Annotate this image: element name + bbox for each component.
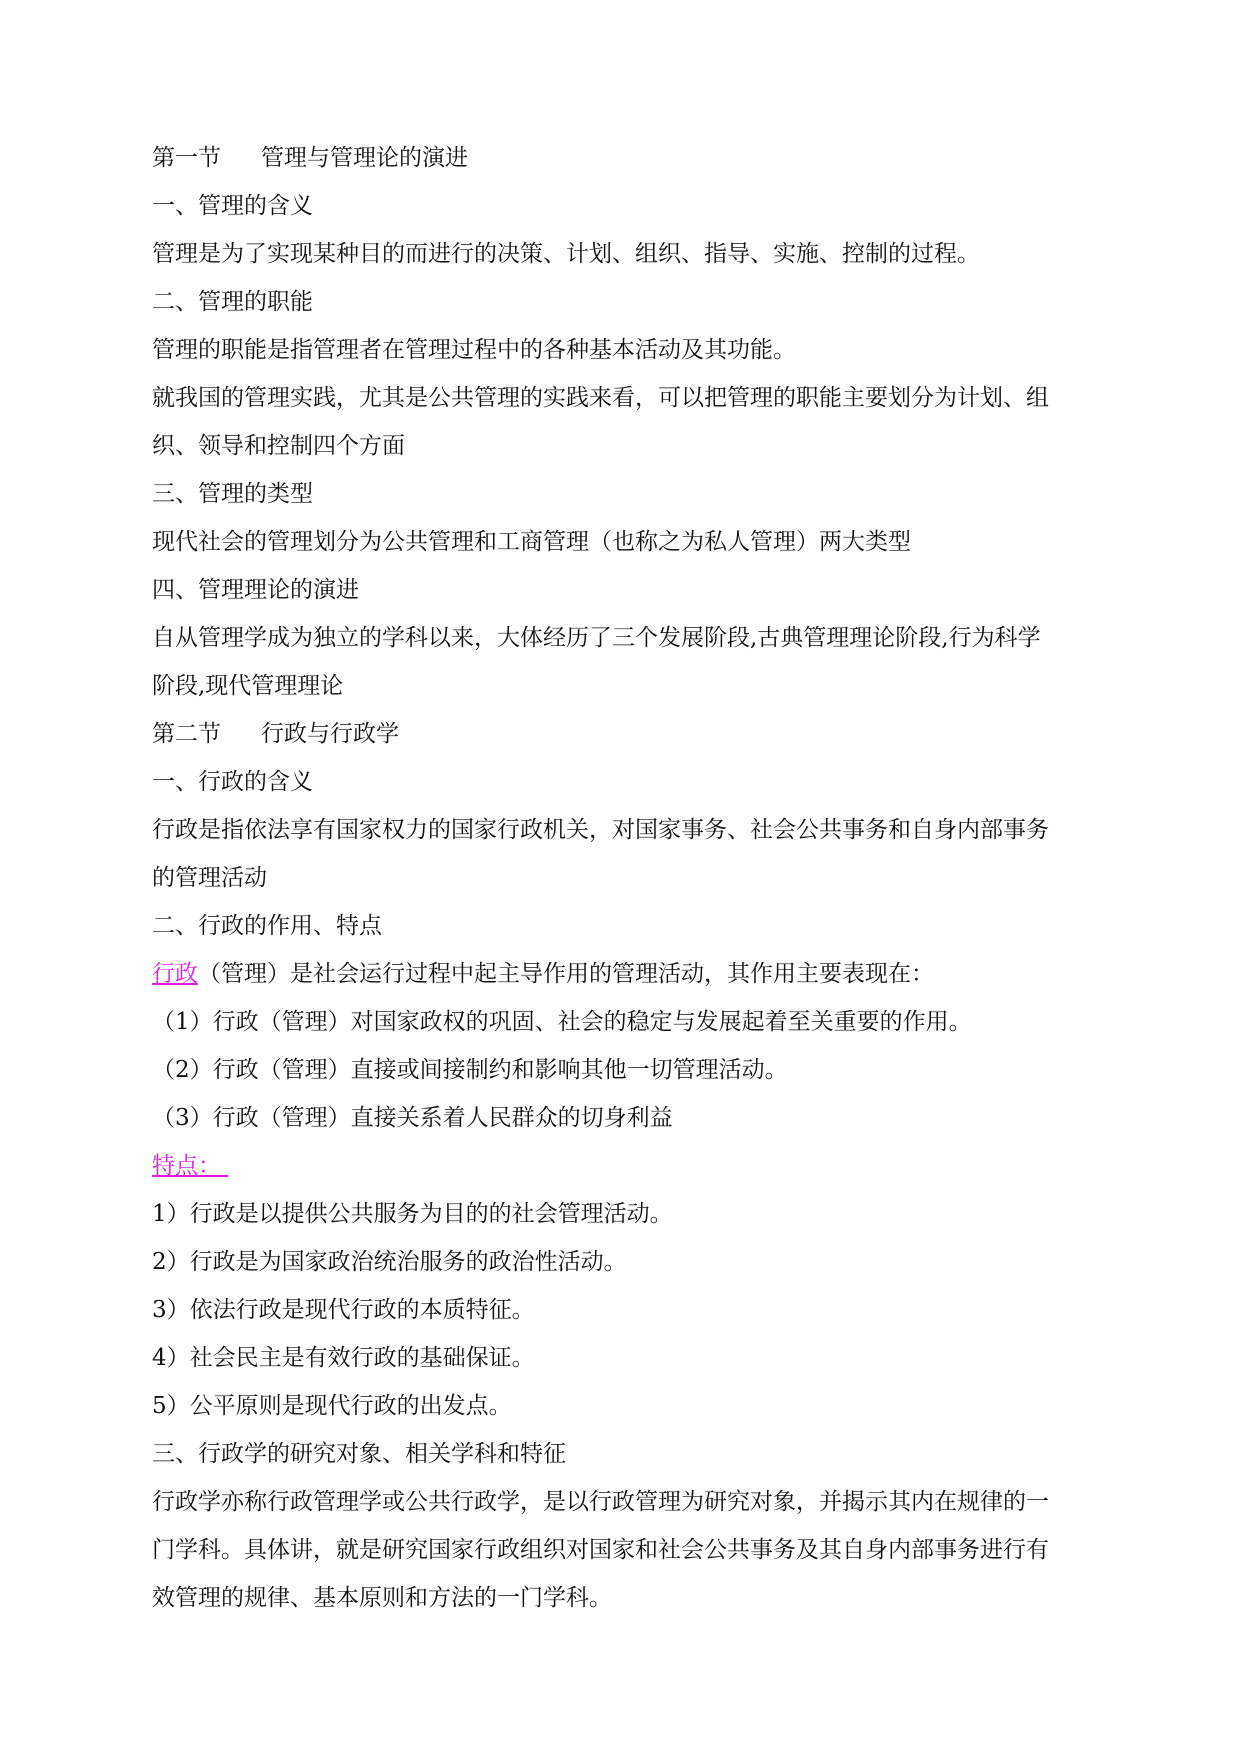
role-item-2: （2）行政（管理）直接或间接制约和影响其他一切管理活动。 bbox=[152, 1057, 788, 1083]
features-link[interactable]: 特点： bbox=[152, 1153, 221, 1179]
paragraph-1-2: 管理的职能是指管理者在管理过程中的各种基本活动及其功能。 bbox=[152, 337, 796, 363]
section-2-title: 第二节 行政与行政学 bbox=[152, 721, 399, 747]
heading-1-3: 三、管理的类型 bbox=[152, 481, 313, 507]
paragraph-2-6-line-3: 效管理的规律、基本原则和方法的一门学科。 bbox=[152, 1585, 612, 1611]
paragraph-1-4: 现代社会的管理划分为公共管理和工商管理（也称之为私人管理）两大类型 bbox=[152, 529, 911, 555]
heading-2-2: 二、行政的作用、特点 bbox=[152, 913, 382, 939]
paragraph-2-2: 行政（管理）是社会运行过程中起主导作用的管理活动，其作用主要表现在： bbox=[152, 961, 934, 987]
paragraph-2-6-line-2: 门学科。具体讲，就是研究国家行政组织对国家和社会公共事务及其自身内部事务进行有 bbox=[152, 1537, 1049, 1563]
paragraph-1-1: 管理是为了实现某种目的而进行的决策、计划、组织、指导、实施、控制的过程。 bbox=[152, 241, 980, 267]
feature-item-1: 1）行政是以提供公共服务为目的的社会管理活动。 bbox=[152, 1201, 673, 1227]
feature-item-3: 3）依法行政是现代行政的本质特征。 bbox=[152, 1297, 535, 1323]
feature-item-4: 4）社会民主是有效行政的基础保证。 bbox=[152, 1345, 535, 1371]
feature-item-5: 5）公平原则是现代行政的出发点。 bbox=[152, 1393, 512, 1419]
paragraph-2-6-line-1: 行政学亦称行政管理学或公共行政学，是以行政管理为研究对象，并揭示其内在规律的一 bbox=[152, 1489, 1049, 1515]
document-body bbox=[152, 134, 1132, 1622]
paragraph-1-5-line-1: 自从管理学成为独立的学科以来，大体经历了三个发展阶段,古典管理理论阶段,行为科学 bbox=[152, 625, 1041, 651]
role-item-3: （3）行政（管理）直接关系着人民群众的切身利益 bbox=[152, 1105, 673, 1131]
paragraph-2-1-line-1: 行政是指依法享有国家权力的国家行政机关，对国家事务、社会公共事务和自身内部事务 bbox=[152, 817, 1049, 843]
paragraph-1-5-line-2: 阶段,现代管理理论 bbox=[152, 673, 344, 699]
heading-2-3: 三、行政学的研究对象、相关学科和特征 bbox=[152, 1441, 566, 1467]
heading-1-4: 四、管理理论的演进 bbox=[152, 577, 359, 603]
xingzheng-link[interactable]: 行政 bbox=[152, 961, 198, 987]
role-item-1: （1）行政（管理）对国家政权的巩固、社会的稳定与发展起着至关重要的作用。 bbox=[152, 1009, 972, 1035]
heading-1-1: 一、管理的含义 bbox=[152, 193, 313, 219]
paragraph-1-3-line-2: 织、领导和控制四个方面 bbox=[152, 433, 405, 459]
section-1-title: 第一节 管理与管理论的演进 bbox=[152, 145, 468, 171]
heading-2-1: 一、行政的含义 bbox=[152, 769, 313, 795]
heading-1-2: 二、管理的职能 bbox=[152, 289, 313, 315]
paragraph-1-3-line-1: 就我国的管理实践，尤其是公共管理的实践来看，可以把管理的职能主要划分为计划、组 bbox=[152, 385, 1049, 411]
feature-item-2: 2）行政是为国家政治统治服务的政治性活动。 bbox=[152, 1249, 627, 1275]
features-label-line bbox=[152, 1142, 1132, 1190]
paragraph-2-1-line-2: 的管理活动 bbox=[152, 865, 267, 891]
